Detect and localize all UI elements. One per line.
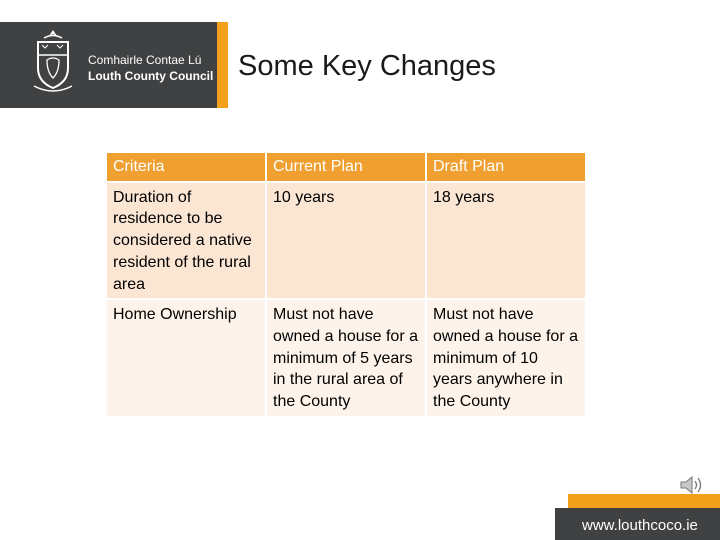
footer-url: www.louthcoco.ie — [582, 517, 698, 534]
logo-accent-bar — [217, 22, 228, 108]
council-name-english: Louth County Council — [88, 69, 214, 83]
column-header-draft-plan: Draft Plan — [426, 152, 586, 182]
table-cell: 10 years — [266, 182, 426, 300]
council-crest-icon — [30, 28, 76, 96]
table-header-row — [106, 152, 586, 182]
table-cell: 18 years — [426, 182, 586, 300]
council-name-irish: Comhairle Contae Lú — [88, 53, 202, 67]
table-cell: Must not have owned a house for a minimum of 5 years in the rural area of the County — [266, 299, 426, 417]
column-header-criteria: Criteria — [106, 152, 266, 182]
table-cell: Duration of residence to be considered a native resident of the rural area — [106, 182, 266, 300]
table-cell: Home Ownership — [106, 299, 266, 417]
changes-table — [105, 151, 587, 418]
table-row — [106, 182, 586, 300]
speaker-icon[interactable] — [678, 473, 706, 497]
council-name — [88, 52, 213, 84]
column-header-current-plan: Current Plan — [266, 152, 426, 182]
table-cell: Must not have owned a house for a minimum of 10 years anywhere in the County — [426, 299, 586, 417]
table-row — [106, 299, 586, 417]
page-title: Some Key Changes — [238, 50, 496, 82]
